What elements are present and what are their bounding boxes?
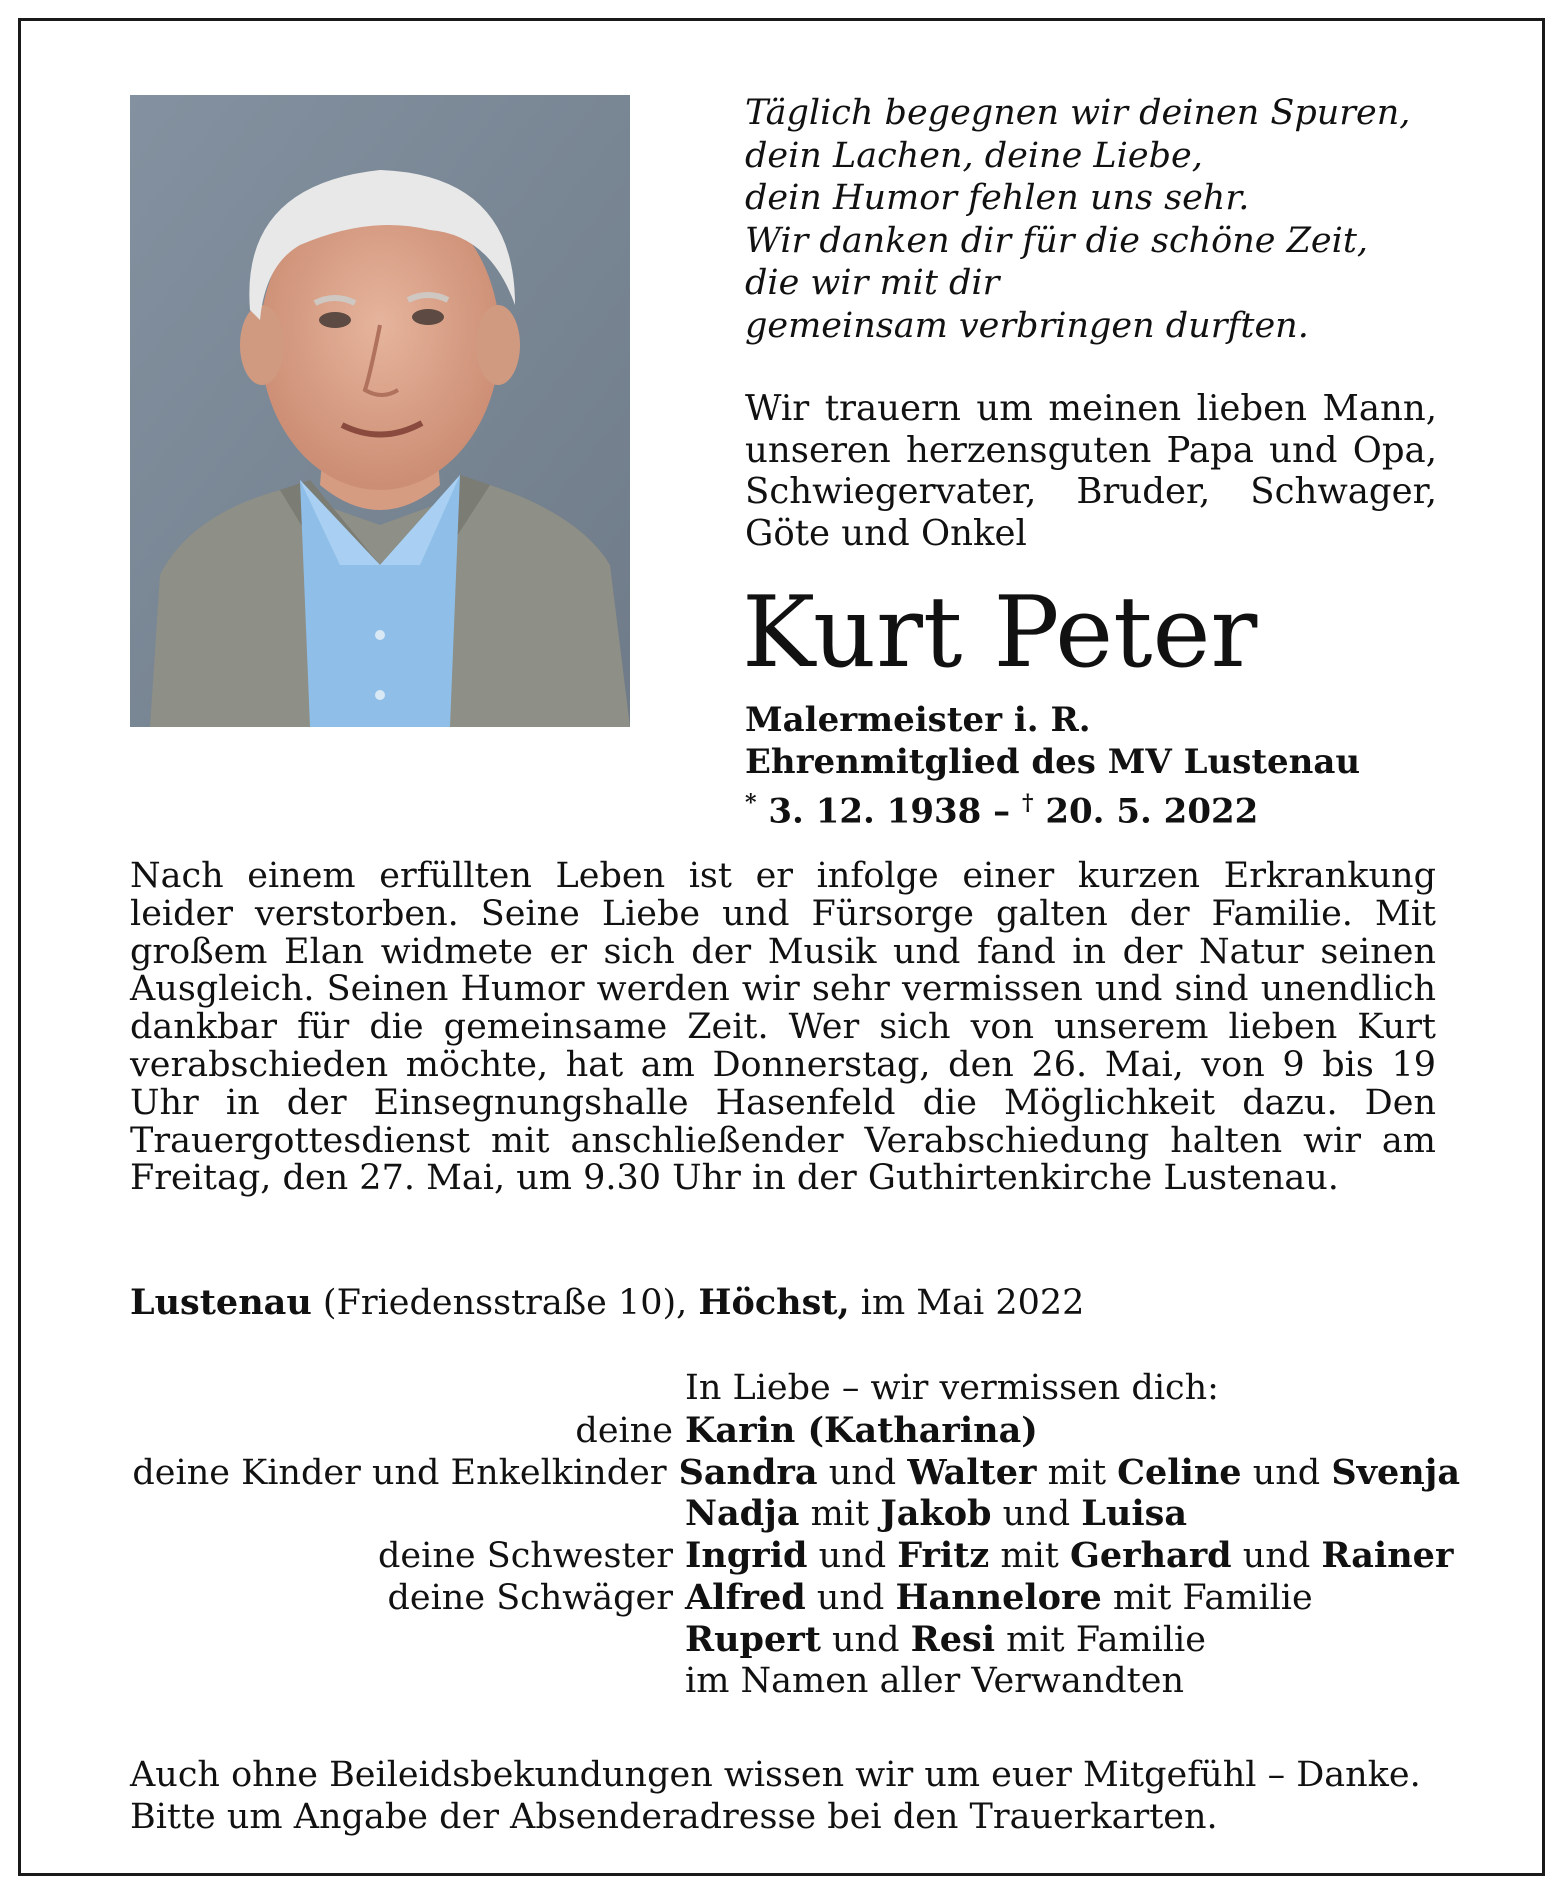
closing-line: Auch ohne Beileidsbekundungen wissen wir um euer Mitgefühl – Danke. [130, 1755, 1421, 1795]
family-connector: mit Familie [1101, 1577, 1313, 1618]
poem-line: gemeinsam verbringen durften. [745, 305, 1309, 346]
publication-date: im Mai 2022 [860, 1283, 1085, 1323]
family-connector: mit [989, 1536, 1070, 1577]
family-row [130, 1535, 1460, 1577]
family-row [130, 1493, 1460, 1535]
family-row [130, 1410, 1460, 1452]
town-lustenau: Lustenau [130, 1282, 312, 1323]
poem-line: Wir danken dir für die schöne Zeit, [745, 220, 1369, 261]
place-date-line [130, 1283, 1084, 1323]
occupation: Malermeister i. R. [745, 700, 1091, 740]
deceased-name: Kurt Peter [742, 576, 1258, 690]
family-member-name: Karin (Katharina) [685, 1409, 1038, 1451]
family-member-name: Svenja [1331, 1451, 1460, 1493]
family-member-name: Rainer [1321, 1535, 1454, 1577]
family-member-name: Sandra [678, 1451, 818, 1493]
family-members [685, 1535, 1453, 1576]
family-connector: und [991, 1494, 1082, 1535]
portrait-photo [130, 95, 630, 727]
family-connector: und [1241, 1452, 1332, 1493]
birth-symbol: * [745, 790, 757, 816]
life-dates [745, 783, 1360, 833]
family-row [130, 1577, 1460, 1619]
family-member-name: Fritz [897, 1535, 990, 1577]
family-connector: und [820, 1619, 911, 1660]
family-members [685, 1661, 1184, 1701]
family-member-name: Jakob [880, 1493, 992, 1535]
poem-line: die wir mit dir [745, 263, 1000, 303]
poem-line: dein Humor fehlen uns sehr. [745, 178, 1250, 218]
family-member-name: Celine [1117, 1451, 1242, 1493]
family-connector: und [817, 1452, 908, 1493]
family-relation: deine Schwäger [387, 1577, 673, 1618]
family-connector: mit [1036, 1452, 1118, 1493]
family-members [685, 1577, 1313, 1618]
address: (Friedensstraße 10), [322, 1283, 688, 1323]
family-row [130, 1661, 1460, 1703]
family-list [130, 1368, 1460, 1702]
family-member-name: Rupert [685, 1618, 821, 1660]
family-member-name: Ingrid [685, 1535, 808, 1577]
family-member-name: Resi [910, 1618, 995, 1660]
town-hoechst: Höchst, [698, 1282, 850, 1323]
family-connector: im Namen aller Verwandten [685, 1660, 1184, 1701]
death-date: 20. 5. 2022 [1045, 791, 1259, 832]
family-relation: deine Kinder und Enkelkinder [132, 1452, 667, 1493]
family-row [130, 1619, 1460, 1661]
deceased-titles [745, 700, 1360, 833]
family-members [685, 1493, 1187, 1534]
birth-date: 3. 12. 1938 [768, 791, 982, 832]
death-symbol: † [1022, 790, 1034, 816]
family-connector: und [805, 1577, 896, 1618]
poem [745, 92, 1445, 347]
family-member-name: Walter [907, 1451, 1037, 1493]
family-connector: mit Familie [995, 1619, 1206, 1660]
family-relation: deine [575, 1410, 673, 1451]
family-connector: mit [799, 1494, 881, 1535]
poem-line: Täglich begegnen wir deinen Spuren, [745, 93, 1411, 133]
family-member-name: Nadja [685, 1493, 800, 1535]
family-members [685, 1619, 1206, 1660]
closing-line: Bitte um Angabe der Absenderadresse bei den Trauerkarten. [130, 1796, 1218, 1837]
family-members [679, 1452, 1460, 1493]
family-intro: In Liebe – wir vermissen dich: [685, 1368, 1219, 1408]
family-member-name: Gerhard [1069, 1535, 1232, 1577]
closing-note [130, 1755, 1421, 1838]
family-members [685, 1410, 1038, 1451]
family-member-name: Hannelore [895, 1576, 1102, 1618]
family-member-name: Luisa [1081, 1493, 1188, 1535]
family-connector: und [1231, 1536, 1322, 1577]
family-relation: deine Schwester [378, 1536, 673, 1577]
family-row [130, 1452, 1460, 1494]
portrait-illustration [130, 95, 630, 727]
mourning-text: Wir trauern um meinen lieben Mann, unseren herzensguten Papa und Opa, Schwiegervater, Bruder, Schwager, Göte und Onkel [745, 388, 1437, 554]
obituary-text: Nach einem erfüllten Leben ist er infolge einer kurzen Erkrankung leider verstorben. Seine Liebe und Fürsorge galten der Familie. Mit großem Elan widmete er sich der Musik und fand in der Natur seinen Ausgleich. Seinen Humor werden wir sehr vermissen und sind unendlich dankbar für die gemeinsame Zeit. Wer sich von unserem lieben Kurt verabschieden möchte, hat am Donnerstag, den 26. Mai, von 9 bis 19 Uhr in der Einsegnungshalle Hasenfeld die Möglichkeit dazu. Den Trauergottesdienst mit anschließender Verabschiedung halten wir am Freitag, den 27. Mai, um 9.30 Uhr in der Guthirtenkirche Lustenau. [130, 856, 1436, 1199]
poem-line: dein Lachen, deine Liebe, [745, 135, 1203, 176]
date-dash: – [993, 791, 1011, 832]
family-connector: und [807, 1536, 898, 1577]
family-intro-row [130, 1368, 1460, 1410]
family-member-name: Alfred [685, 1576, 806, 1618]
honorary-membership: Ehrenmitglied des MV Lustenau [745, 741, 1361, 782]
